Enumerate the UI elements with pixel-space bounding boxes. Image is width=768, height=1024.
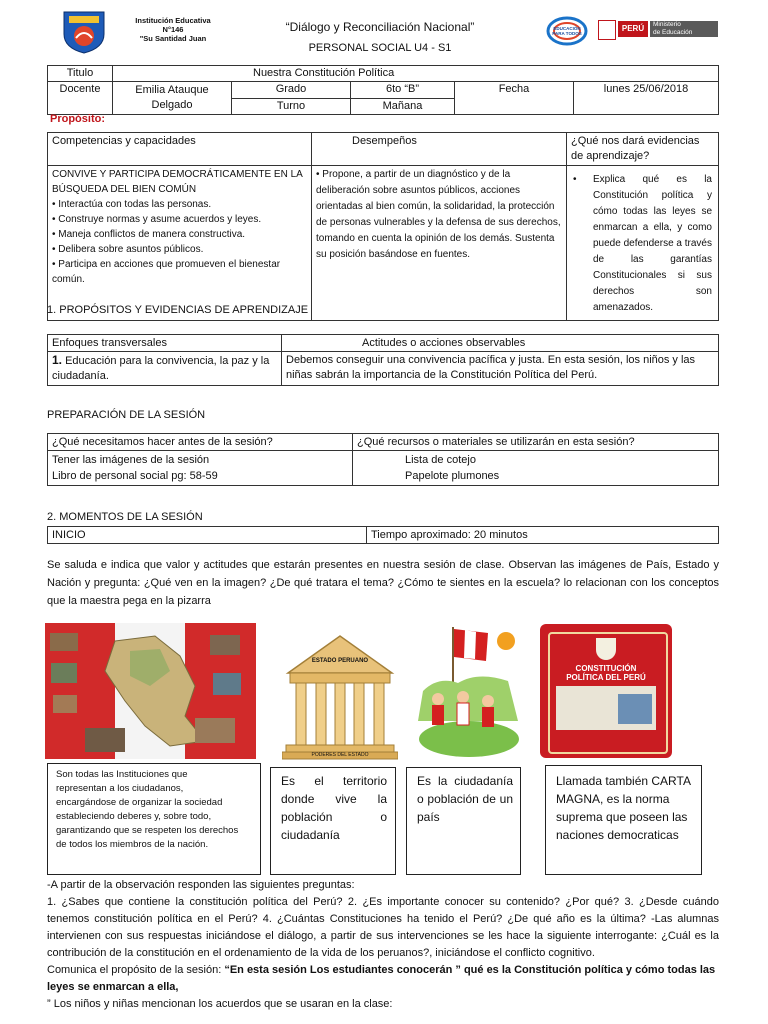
competencias-table: [47, 132, 719, 321]
competencias-header: Competencias y capacidades: [48, 133, 312, 166]
enfoque-text: Educación para la convivencia, la paz y la ciudadanía.: [52, 355, 270, 382]
capacidad-item: • Maneja conflictos de manera constructiva.: [52, 229, 246, 240]
estado-peruano-image: [282, 628, 398, 760]
recursos-header: ¿Qué recursos o materiales se utilizarán en esta sesión?: [353, 434, 719, 451]
section2-title: 2. MOMENTOS DE LA SESIÓN: [47, 511, 203, 523]
concept-box-estado: Son todas las Instituciones que representan a los ciudadanos, encargándose de organizar la sociedad estableciendo deberes y, sobre todo, garantizando que se respeten los derechos de todos los miembros de la nación.: [47, 763, 261, 875]
capacidad-item: • Delibera sobre asuntos públicos.: [52, 244, 204, 255]
closing-proposito: Comunica el propósito de la sesión: “En esta sesión Los estudiantes conocerán ” qué es la Constitución política y cómo todas las leyes se enmarcan a ella,: [47, 964, 716, 993]
enfoques-table: [47, 334, 719, 386]
school-info: Institución Educativa N°146 "Su Santidad Juan: [135, 16, 211, 43]
grado-label: Grado: [232, 82, 351, 99]
concept-box-constitucion: Llamada también CARTA MAGNA, es la norma suprema que poseen las naciones democraticas: [545, 765, 702, 875]
evidencia-text: Explica qué es la Constitución política y cómo todas las leyes se enmarcan a ella, y como puede defenderse a través de las garantías Constitucionales si sus derechos son amenazados.: [593, 174, 712, 313]
children-flag-image: [418, 621, 520, 759]
enfoque-cell: [48, 352, 282, 386]
enfoques-header: Enfoques transversales: [48, 335, 282, 352]
fecha-value: lunes 25/06/2018: [574, 82, 719, 115]
recursos-cell: Lista de cotejo Papelote plumones: [353, 451, 719, 486]
bullet-icon: •: [573, 174, 577, 185]
estado-label: ESTADO PERUANO: [311, 658, 369, 664]
page-title: “Diálogo y Reconciliación Nacional”: [285, 20, 475, 34]
proposito-label: Propósito:: [50, 113, 105, 125]
closing-intro: -A partir de la observación responden las siguientes preguntas:: [47, 879, 355, 891]
turno-value: Mañana: [351, 98, 455, 115]
peru-label: PERÚ: [618, 21, 648, 37]
desempeno-cell: • Propone, a partir de un diagnóstico y de la deliberación sobre asuntos públicos, acciones orientadas al bien común, la solidaridad, la protección de personas vulnerables y la defensa de sus derechos, tomando en cuenta la opinión de los demás. Sustenta su posición basándose en fuentes.: [312, 166, 567, 321]
capacidad-item: • Construye normas y asume acuerdos y leyes.: [52, 214, 262, 225]
book-title: CONSTITUCIÓN POLÍTICA DEL PERÚ: [566, 664, 646, 682]
actitudes-header: Actitudes o acciones observables: [282, 335, 719, 352]
desempenos-header: Desempeños: [312, 133, 567, 166]
closing-last-line: ” Los niños y niñas mencionan los acuerdos que se usaran en la clase:: [47, 998, 393, 1010]
competencia-title: CONVIVE Y PARTICIPA DEMOCRÁTICAMENTE EN LA BÚSQUEDA DEL BIEN COMÚN: [52, 169, 303, 195]
turno-label: Turno: [232, 98, 351, 115]
peru-collage-image: [45, 623, 256, 759]
titulo-value: Nuestra Constitución Política: [113, 66, 719, 82]
page-subtitle: PERSONAL SOCIAL U4 - S1: [308, 42, 452, 54]
docente-label: Docente: [48, 82, 113, 115]
titulo-label: Titulo: [48, 66, 113, 82]
section1-title: 1. PROPÓSITOS Y EVIDENCIAS DE APRENDIZAJE: [47, 304, 309, 316]
inicio-time: Tiempo aproximado: 20 minutos: [367, 527, 719, 544]
estado-base-label: PODERES DEL ESTADO: [311, 752, 369, 758]
evidencias-header: ¿Qué nos dará evidencias de aprendizaje?: [567, 133, 719, 166]
campaign-logo-text: EDUCACIÓN PARA TODOS: [552, 26, 582, 36]
closing-questions: 1. ¿Sabes que contiene la constitución política del Perú? 2. ¿Es importante conocer su contenido? ¿Por qué? 3. ¿Desde cuándo tenemos constitución política en el Perú? 4. ¿Cuántas Constituciones ha tenido el Perú? ¿De qué año es la última? -Las alumnas intervienen con sus respuestas iniciándose el diálogo, a partir de sus intervenciones se les hace la siguiente interrogante: ¿Cuál es la contribución de la constitución en el ordenamiento de la vida de los peruanos?, iniciándose el conflicto cognitivo.: [47, 896, 719, 959]
intro-paragraph: Se saluda e indica que valor y actitudes que estarán presentes en nuestra sesión de clase. Observan las imágenes de País, Estado y Nación y pregunta: ¿Qué ven en la imagen? ¿De qué tratara el tema? ¿Cómo te sientes en la escuela? lo relacionan con los conceptos que la maestra pega en la pizarra: [47, 559, 719, 607]
shield-icon: [596, 638, 616, 660]
competencia-cell: [48, 166, 312, 321]
capacidad-item: • Interactúa con todas las personas.: [52, 199, 212, 210]
docente-value: Emilia Atauque Delgado: [113, 82, 232, 115]
enfoque-number: 1.: [52, 353, 63, 367]
capacidad-item: • Participa en acciones que promueven el bienestar común.: [52, 259, 281, 285]
peru-coat-icon: [598, 20, 616, 40]
antes-header: ¿Qué necesitamos hacer antes de la sesión?: [48, 434, 353, 451]
inicio-label: INICIO: [48, 527, 367, 544]
preparacion-title: PREPARACIÓN DE LA SESIÓN: [47, 409, 206, 421]
concept-box-nacion: Es la ciudadanía o población de un país: [406, 767, 521, 875]
ministry-label: Ministerio de Educación: [650, 21, 718, 37]
concept-box-pais: Es el territorio donde vive la población o ciudadanía: [270, 767, 396, 875]
ministry-logo: [596, 18, 718, 40]
campaign-logo: [546, 16, 588, 46]
school-crest: [60, 10, 108, 54]
fecha-label: Fecha: [455, 82, 574, 115]
info-table: [47, 65, 719, 115]
constitucion-book-image: [540, 624, 672, 758]
grado-value: 6to “B”: [351, 82, 455, 99]
antes-cell: Tener las imágenes de la sesión Libro de personal social pg: 58-59: [48, 451, 353, 486]
actitud-cell: Debemos conseguir una convivencia pacífica y justa. En esta sesión, los niños y las niñas sabrán la importancia de la Constitución Política del Perú.: [282, 352, 719, 386]
evidencia-cell: [567, 166, 719, 321]
inicio-table: [47, 526, 719, 544]
preparacion-table: [47, 433, 719, 486]
